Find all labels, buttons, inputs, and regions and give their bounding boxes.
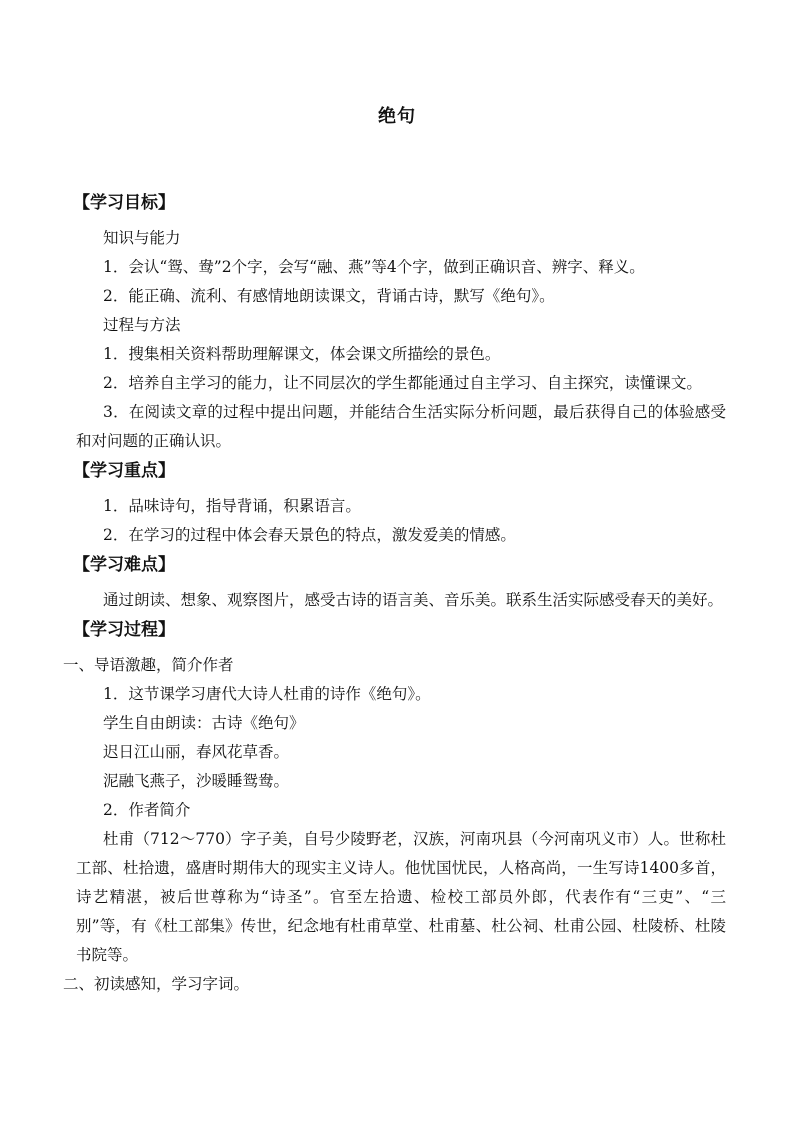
- difficulties-text: 通过朗读、想象、观察图片，感受古诗的语言美、音乐美。联系生活实际感受春天的美好。: [103, 591, 724, 609]
- author-bio: 杜甫（712～770）字子美，自号少陵野老，汉族，河南巩县（今河南巩义市）人。世称杜工部、杜拾遗，盛唐时期伟大的现实主义诗人。他忧国忧民，人格高尚，一生写诗1400多首，诗艺精湛，被后世尊称为“诗圣”。官至左拾遗、检校工部员外郎，代表作有“三吏”、“三别”等，有《杜工部集》传世，纪念地有杜甫草堂、杜甫墓、杜公祠、杜甫公园、杜陵桥、杜陵书院等。: [76, 830, 726, 964]
- document-title: 绝句: [378, 106, 416, 127]
- process-heading: 【学习过程】: [73, 620, 175, 640]
- poem-line: 泥融飞燕子，沙暖睡鸳鸯。: [103, 772, 290, 790]
- document-body: [63, 188, 726, 999]
- poem-line: 迟日江山丽，春风花草香。: [103, 743, 290, 761]
- process-step: 1．这节课学习唐代大诗人杜甫的诗作《绝句》。: [103, 685, 431, 703]
- process-item: 2．培养自主学习的能力，让不同层次的学生都能通过自主学习、自主探究，读懂课文。: [103, 374, 702, 392]
- knowledge-label: 知识与能力: [103, 229, 181, 247]
- section-title: 一、导语激趣，简介作者: [63, 656, 234, 674]
- difficulties-heading: 【学习难点】: [73, 555, 175, 575]
- knowledge-item: 2．能正确、流利、有感情地朗读课文，背诵古诗，默写《绝句》。: [103, 287, 555, 305]
- key-point-item: 2．在学习的过程中体会春天景色的特点，激发爱美的情感。: [103, 526, 516, 544]
- process-item: 3．在阅读文章的过程中提出问题，并能结合生活实际分析问题，最后获得自己的体验感受和对问题的正确认识。: [76, 403, 726, 450]
- read-prompt: 学生自由朗读：古诗《绝句》: [103, 714, 305, 732]
- key-point-item: 1．品味诗句，指导背诵，积累语言。: [103, 497, 361, 515]
- key-points-heading: 【学习重点】: [73, 461, 175, 481]
- section-title: 二、初读感知，学习字词。: [63, 975, 250, 993]
- process-step: 2．作者简介: [103, 801, 191, 819]
- process-label: 过程与方法: [103, 316, 181, 334]
- objectives-heading: 【学习目标】: [73, 193, 175, 213]
- knowledge-item: 1．会认“鸳、鸯”2个字，会写“融、燕”等4个字，做到正确识音、辨字、释义。: [103, 258, 645, 276]
- process-item: 1．搜集相关资料帮助理解课文，体会课文所描绘的景色。: [103, 345, 501, 363]
